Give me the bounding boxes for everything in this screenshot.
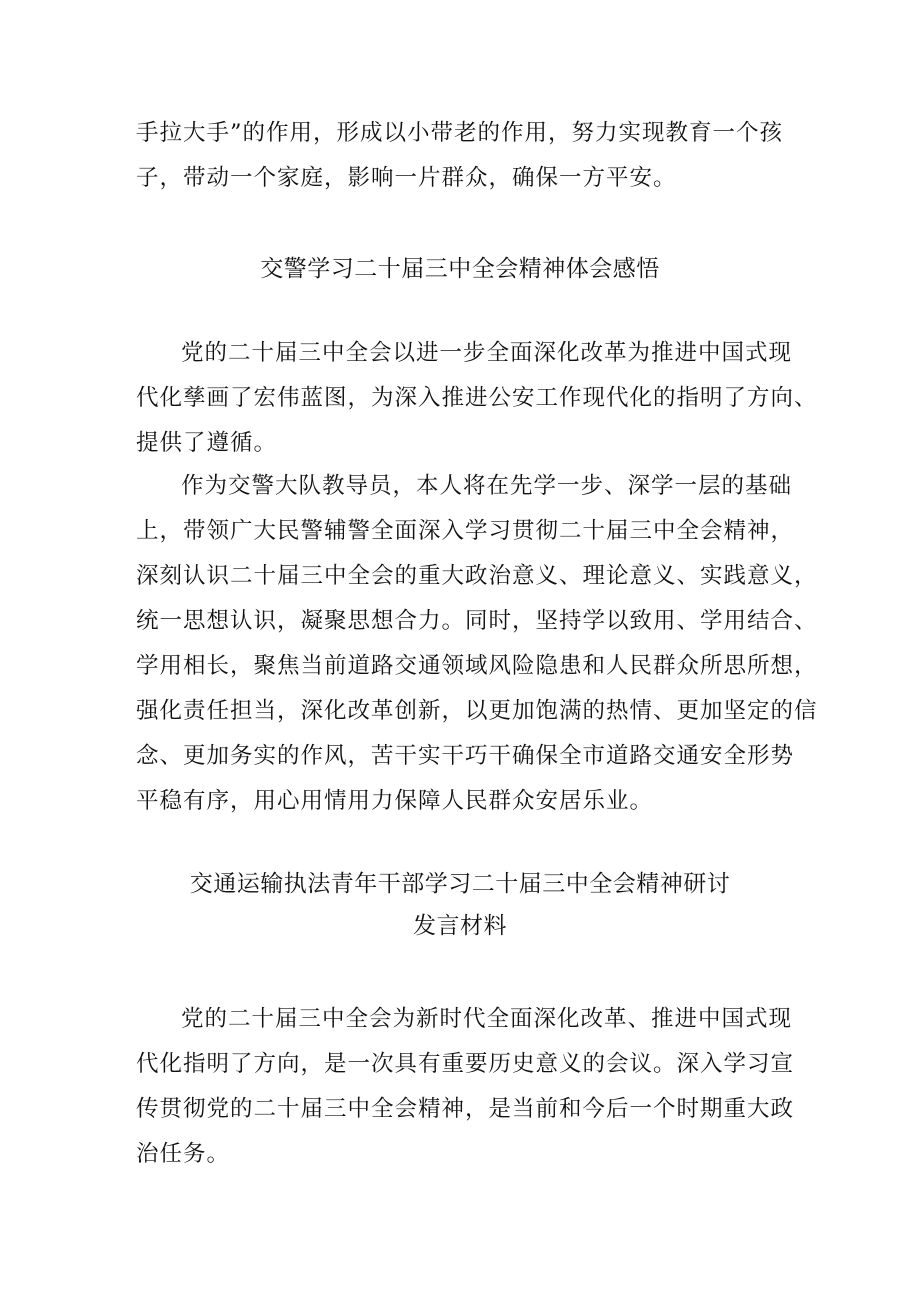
- section2-title-line-1: 交通运输执法青年干部学习二十届三中全会精神研讨: [189, 871, 731, 897]
- section2-p1-line-3: 传贯彻党的二十届三中全会精神，是当前和今后一个时期重大政: [136, 1096, 795, 1122]
- section2-p1-line-1: 党的二十届三中全会为新时代全面深化改革、推进中国式现: [181, 1006, 793, 1032]
- section1-p2-line-3: 深刻认识二十届三中全会的重大政治意义、理论意义、实践意义，: [136, 563, 818, 589]
- intro-line-1: 手拉大手”的作用，形成以小带老的作用，努力实现教育一个孩: [136, 120, 784, 146]
- section1-p1-line-1: 党的二十届三中全会以进一步全面深化改革为推进中国式现: [181, 340, 793, 366]
- section1-p2-line-1: 作为交警大队教导员，本人将在先学一步、深学一层的基础: [181, 473, 793, 499]
- section1-p2-line-2: 上，带领广大民警辅警全面深入学习贯彻二十届三中全会精神，: [136, 518, 795, 544]
- section1-p2-line-6: 强化责任担当，深化改革创新，以更加饱满的热情、更加坚定的信: [136, 698, 818, 724]
- section2-p1-line-4: 治任务。: [136, 1141, 231, 1167]
- section1-p2-line-8: 平稳有序，用心用情用力保障人民群众安居乐业。: [136, 788, 654, 814]
- section1-p2-line-5: 学用相长，聚焦当前道路交通领域风险隐患和人民群众所思所想，: [136, 653, 818, 679]
- section1-p1-line-2: 代化孳画了宏伟蓝图，为深入推进公安工作现代化的指明了方向、: [136, 385, 818, 411]
- section1-p2-line-4: 统一思想认识，凝聚思想合力。同时，坚持学以致用、学用结合、: [136, 608, 818, 634]
- section1-p2-line-7: 念、更加务实的作风，苦干实干巧干确保全市道路交通安全形势: [136, 743, 795, 769]
- section2-p1-line-2: 代化指明了方向，是一次具有重要历史意义的会议。深入学习宣: [136, 1051, 795, 1077]
- section2-title-line-2: 发言材料: [413, 913, 507, 939]
- intro-line-2: 子，带动一个家庭，影响一片群众，确保一方平安。: [136, 165, 677, 191]
- section1-p1-line-3: 提供了遵循。: [136, 430, 278, 456]
- section1-title: 交警学习二十届三中全会精神体会感悟: [260, 256, 660, 282]
